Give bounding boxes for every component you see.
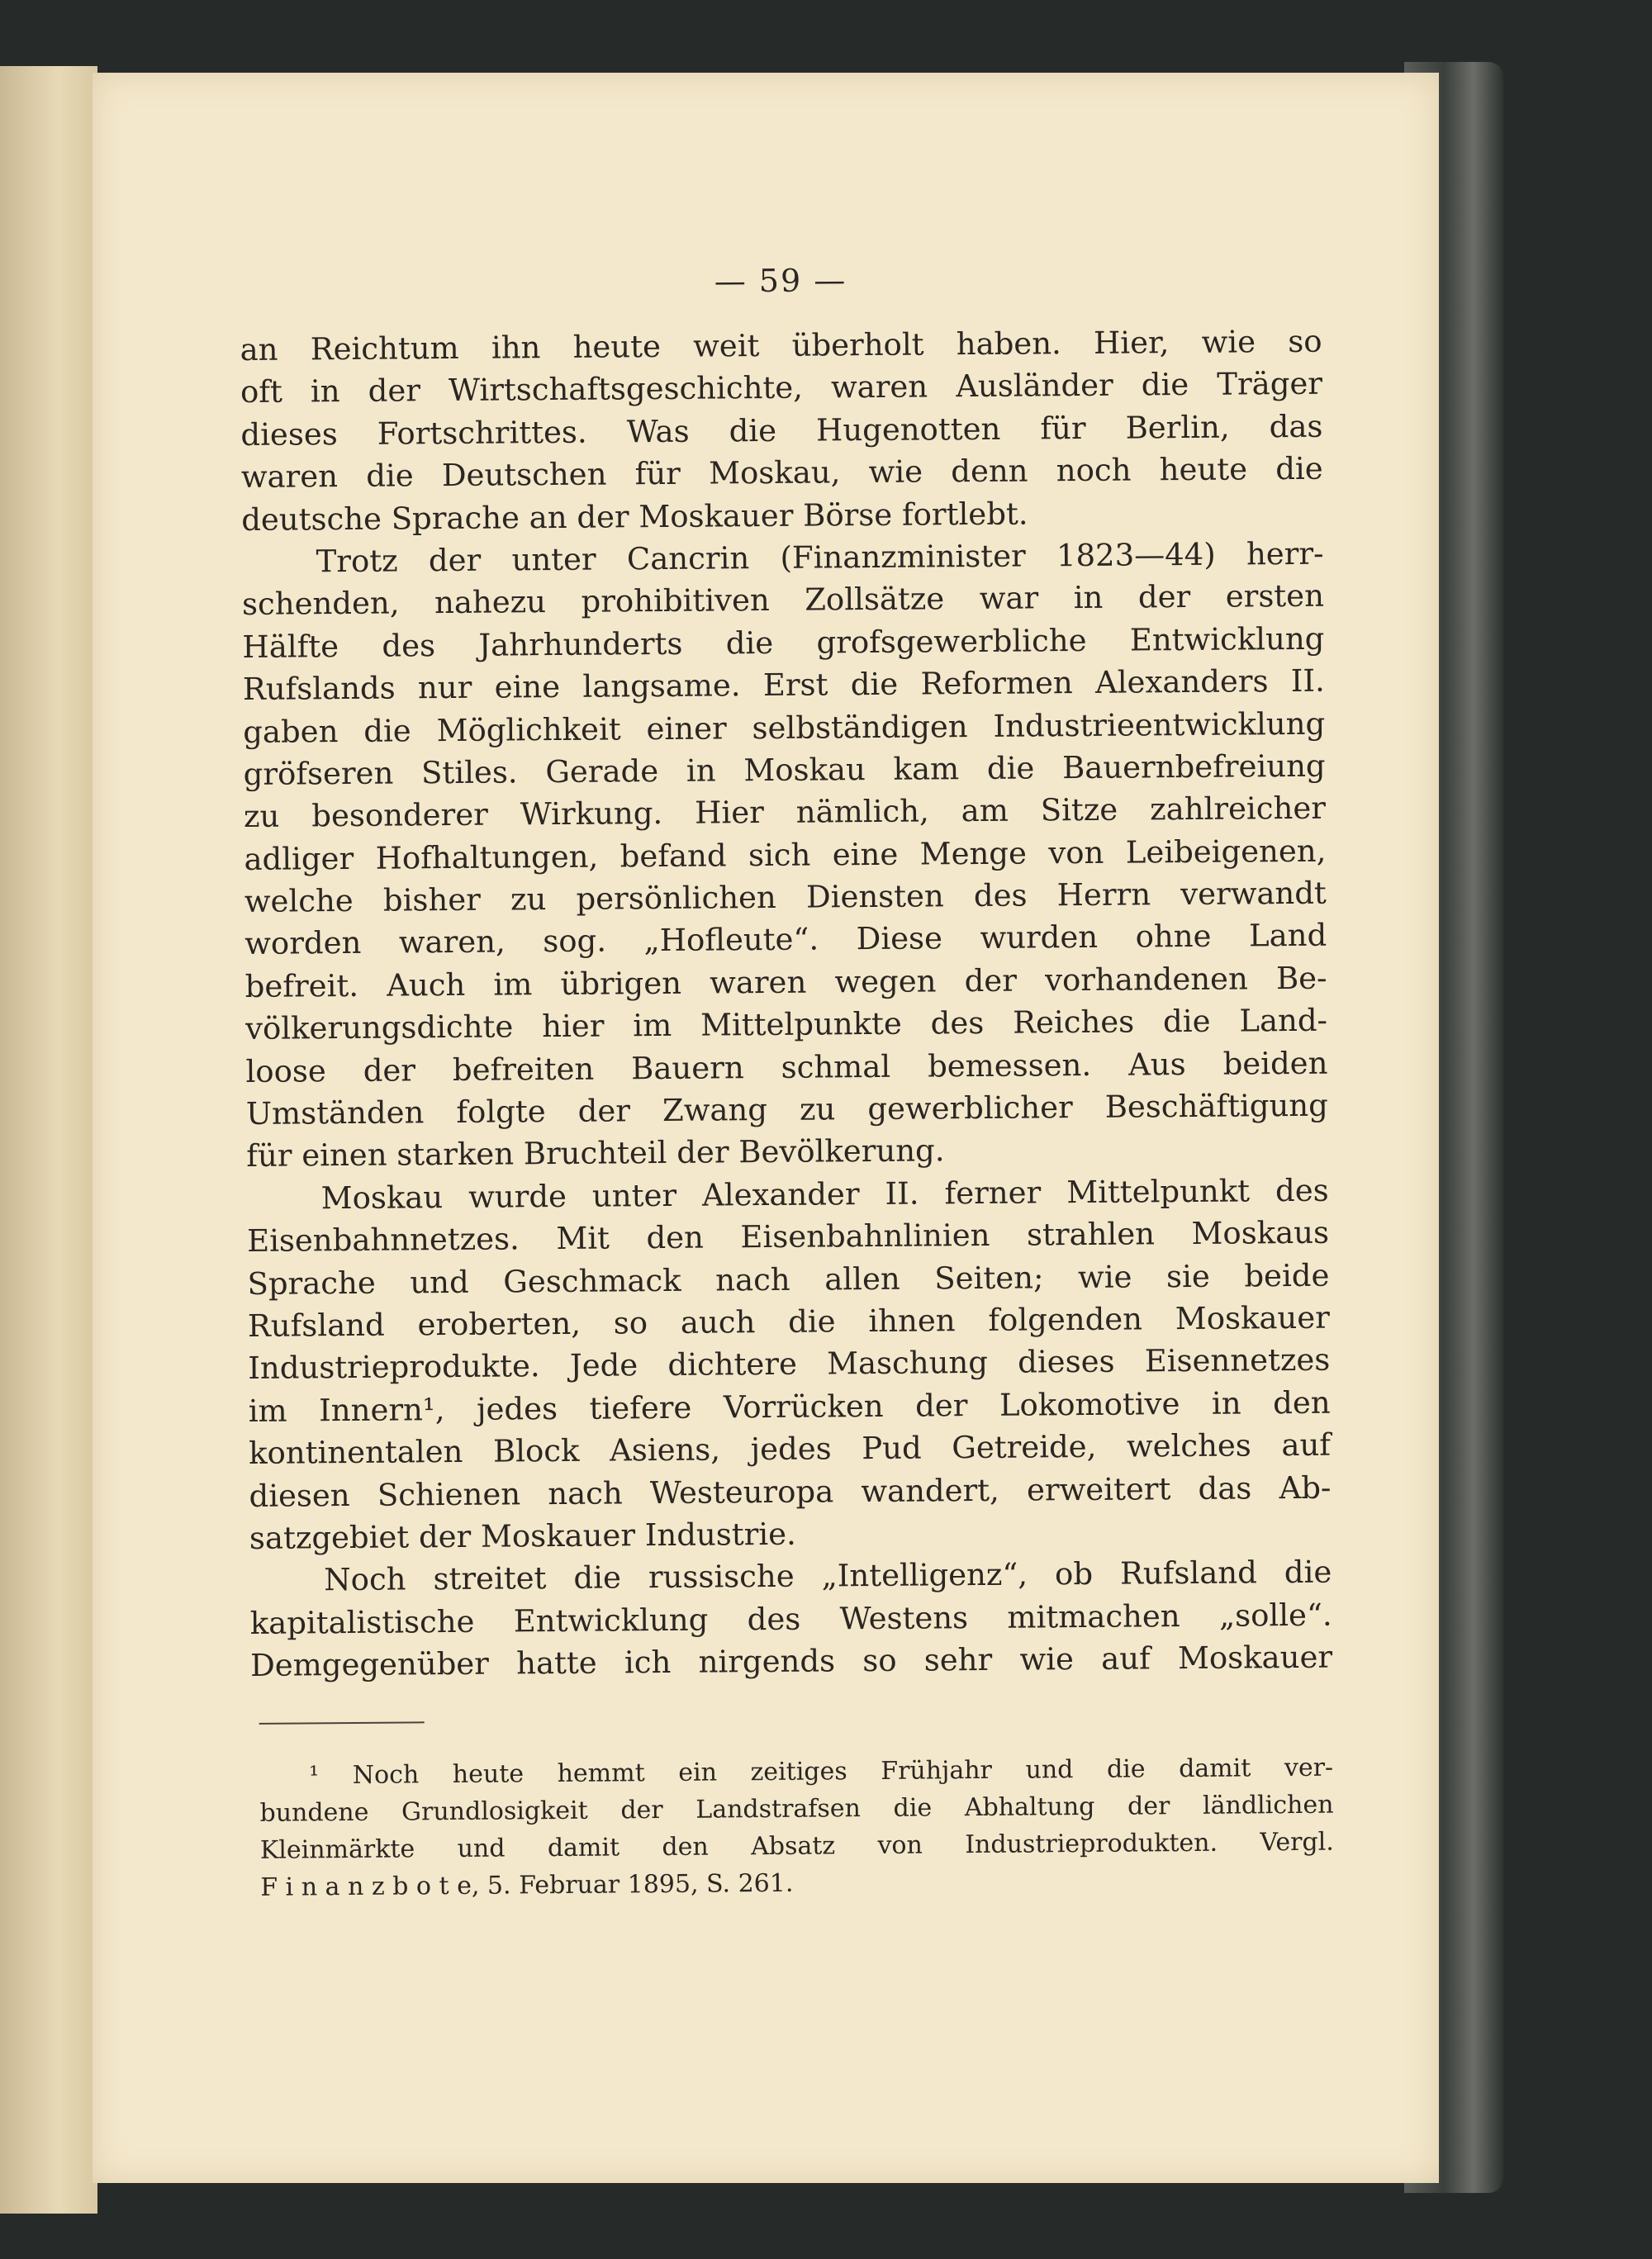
text-line: F i n a n z b o t e, 5. Februar 1895, S. 261.: [260, 1868, 794, 1902]
text-line: Kleinmärkte und damit den Absatz von Industrieprodukten. Vergl.: [259, 1827, 1334, 1865]
text-line: Trotz der unter Cancrin (Finanzminister 1823—44) herr-: [316, 535, 1324, 580]
text-line: völkerungsdichte hier im Mittelpunkte des Reiches die Land-: [244, 1002, 1328, 1047]
text-line: gaben die Möglichkeit einer selbständigen Industrieentwicklung: [243, 705, 1326, 750]
footnote-separator: [259, 1721, 425, 1725]
page-content: [238, 64, 1334, 1902]
text-line: zu besonderer Wirkung. Hier nämlich, am Sitze zahlreicher: [243, 790, 1327, 835]
text-line: befreit. Auch im übrigen waren wegen der vorhandenen Be-: [244, 960, 1327, 1004]
text-line: oft in der Wirtschaftsgeschichte, waren Ausländer die Träger: [240, 366, 1323, 411]
text-line: worden waren, sog. „Hofleute“. Diese wurden ohne Land: [244, 918, 1327, 962]
book-page: [93, 73, 1439, 2183]
text-line: dieses Fortschrittes. Was die Hugenotten für Berlin, das: [240, 408, 1323, 453]
text-line: gröfseren Stiles. Gerade in Moskau kam die Bauernbefreiung: [243, 747, 1326, 792]
text-line: diesen Schienen nach Westeuropa wandert, erweitert das Ab-: [249, 1469, 1332, 1514]
text-line: Noch streitet die russische „Intelligenz“, ob Rufsland die: [324, 1554, 1332, 1598]
page-number: — 59 —: [714, 262, 847, 300]
text-line: loose der befreiten Bauern schmal bemessen. Aus beiden: [245, 1045, 1328, 1089]
footnote: [259, 1749, 1334, 1906]
text-line: kapitalistische Entwicklung des Westens mitmachen „solle“.: [249, 1597, 1332, 1641]
text-line: im Innern¹, jedes tiefere Vorrücken der Lokomotive in den: [248, 1384, 1331, 1429]
text-line: Rufslands nur eine langsame. Erst die Reformen Alexanders II.: [242, 662, 1325, 708]
text-line: Industrieprodukte. Jede dichtere Maschung dieses Eisennetzes: [248, 1342, 1331, 1387]
text-line: satzgebiet der Moskauer Industrie.: [249, 1516, 796, 1556]
text-line: an Reichtum ihn heute weit überholt haben. Hier, wie so: [240, 323, 1322, 368]
text-line: schenden, nahezu prohibitiven Zollsätze war in der ersten: [241, 578, 1325, 623]
text-line: waren die Deutschen für Moskau, wie denn noch heute die: [240, 450, 1323, 496]
text-line: Rufsland eroberten, so auch die ihnen folgenden Moskauer: [247, 1299, 1331, 1344]
text-line: Eisenbahnnetzes. Mit den Eisenbahnlinien strahlen Moskaus: [246, 1214, 1330, 1260]
text-line: Hälfte des Jahrhunderts die grofsgewerbliche Entwicklung: [242, 620, 1325, 665]
text-line: adliger Hofhaltungen, befand sich eine Menge von Leibeigenen,: [244, 833, 1327, 877]
left-page-edge: [0, 66, 97, 2214]
text-line: deutsche Sprache an der Moskauer Börse fortlebt.: [241, 496, 1028, 538]
text-line: Moskau wurde unter Alexander II. ferner Mittelpunkt des: [320, 1172, 1329, 1217]
text-line: kontinentalen Block Asiens, jedes Pud Getreide, welches auf: [248, 1426, 1332, 1472]
text-line: ¹ Noch heute hemmt ein zeitiges Frühjahr und die damit ver-: [309, 1753, 1334, 1791]
text-line: Umständen folgte der Zwang zu gewerblicher Beschäftigung: [245, 1087, 1329, 1132]
text-line: Demgegenüber hatte ich nirgends so sehr wie auf Moskauer: [249, 1639, 1333, 1684]
text-line: bundene Grundlosigkeit der Landstrafsen die Abhaltung der ländlichen: [259, 1790, 1334, 1828]
text-line: Sprache und Geschmack nach allen Seiten; wie sie beide: [247, 1257, 1330, 1302]
text-line: welche bisher zu persönlichen Diensten des Herrn verwandt: [244, 875, 1327, 920]
body-text: [240, 320, 1332, 1687]
text-line: für einen starken Bruchteil der Bevölkerung.: [246, 1132, 945, 1175]
